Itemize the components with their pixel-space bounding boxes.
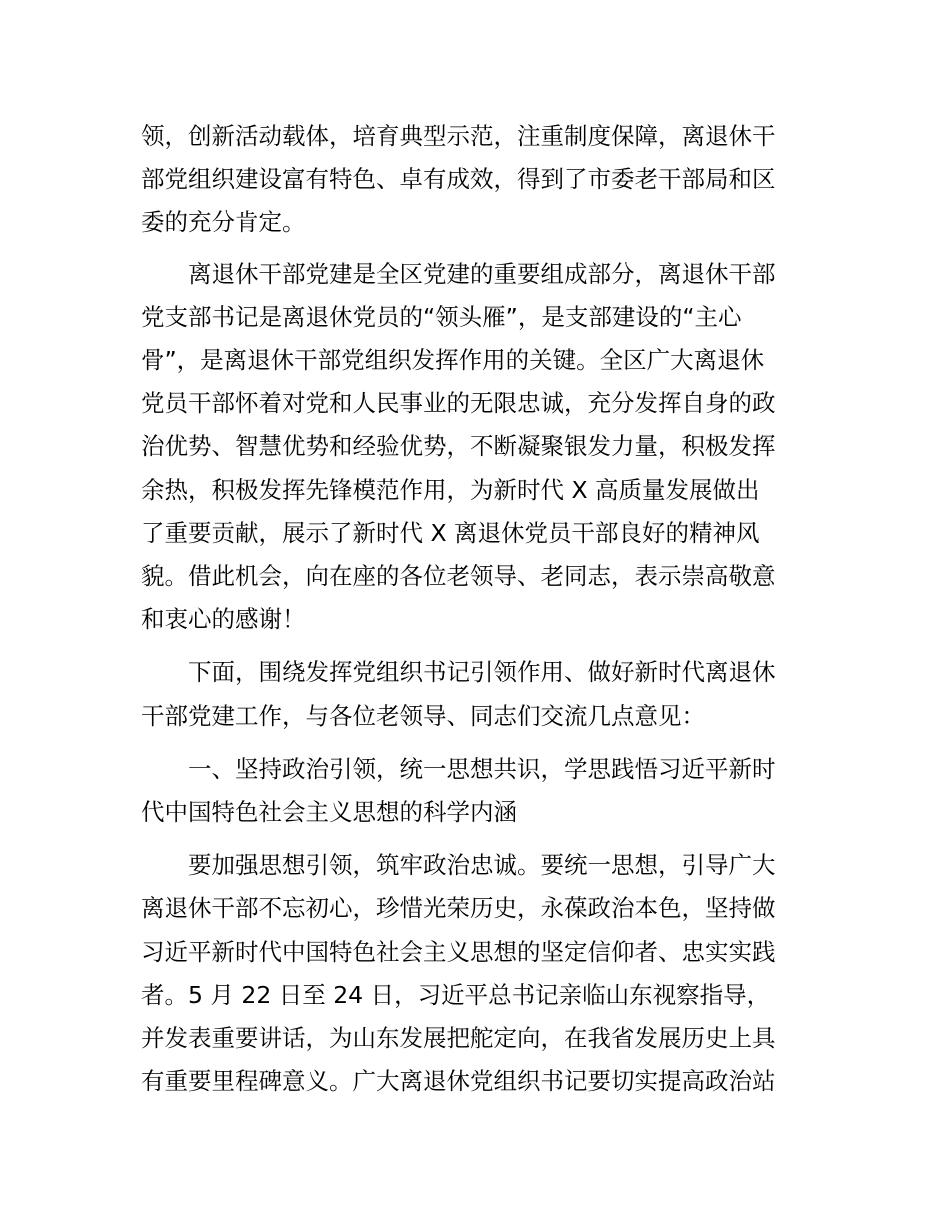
text-line: 下面，围绕发挥党组织书记引领作用、做好新时代离退休 xyxy=(188,658,776,687)
text-line: 代中国特色社会主义思想的科学内涵 xyxy=(141,798,517,827)
text-line: 了重要贡献，展示了新时代 X 离退休党员干部良好的精神风 xyxy=(141,518,760,547)
text-line: 骨”，是离退休干部党组织发挥作用的关键。全区广大离退休 xyxy=(141,346,765,375)
text-line: 和衷心的感谢！ xyxy=(141,605,306,634)
text-line: 治优势、智慧优势和经验优势，不断凝聚银发力量，积极发挥 xyxy=(141,432,776,461)
text-line: 并发表重要讲话，为山东发展把舵定向，在我省发展历史上具 xyxy=(141,1024,776,1053)
paragraph xyxy=(141,748,816,834)
text-line: 离退休干部不忘初心，珍惜光荣历史，永葆政治本色，坚持做 xyxy=(141,894,776,923)
text-line: 余热，积极发挥先锋模范作用，为新时代 X 高质量发展做出 xyxy=(141,475,760,504)
text-line: 貌。借此机会，向在座的各位老领导、老同志，表示崇高敬意 xyxy=(141,562,776,591)
text-line: 领，创新活动载体，培育典型示范，注重制度保障，离退休干 xyxy=(141,122,776,150)
text-line: 习近平新时代中国特色社会主义思想的坚定信仰者、忠实实践 xyxy=(141,937,776,966)
text-line: 党员干部怀着对党和人民事业的无限忠诚，充分发挥自身的政 xyxy=(141,389,776,418)
paragraph xyxy=(141,115,816,245)
text-line: 者。5 月 22 日至 24 日，习近平总书记亲临山东视察指导， xyxy=(141,980,771,1009)
text-line: 党支部书记是离退休党员的“领头雁”，是支部建设的“主心 xyxy=(141,302,742,331)
text-line: 有重要里程碑意义。广大离退休党组织书记要切实提高政治站 xyxy=(141,1067,776,1096)
text-line: 委的充分肯定。 xyxy=(141,208,306,237)
text-line: 干部党建工作，与各位老领导、同志们交流几点意见： xyxy=(141,701,705,730)
text-line: 离退休干部党建是全区党建的重要组成部分，离退休干部 xyxy=(188,259,776,288)
text-line: 一、坚持政治引领，统一思想共识，学思践悟习近平新时 xyxy=(188,754,776,783)
paragraph xyxy=(141,844,816,1103)
text-line: 要加强思想引领，筑牢政治忠诚。要统一思想，引导广大 xyxy=(188,851,776,880)
paragraph xyxy=(141,253,816,642)
text-line: 部党组织建设富有特色、卓有成效，得到了市委老干部局和区 xyxy=(141,165,776,194)
document-body xyxy=(141,115,816,1103)
paragraph xyxy=(141,651,816,737)
